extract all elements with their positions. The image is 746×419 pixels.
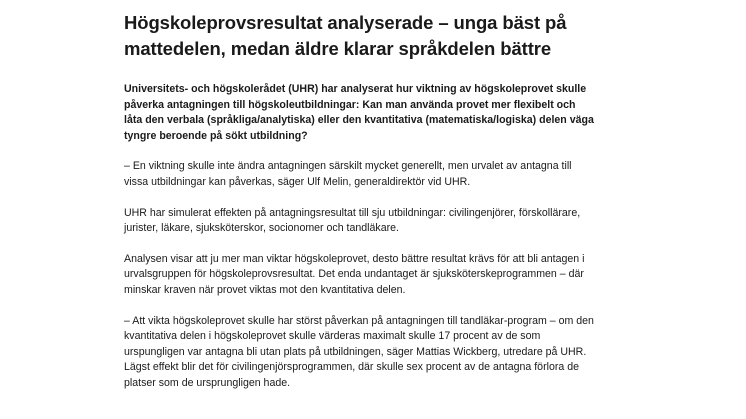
article-title: Högskoleprovsresultat analyserade – unga bäst på mattedelen, medan äldre klarar språkdelen bättre	[124, 12, 567, 59]
document-body	[124, 10, 594, 392]
article-paragraph: Analysen visar att ju mer man viktar högskoleprovet, desto bättre resultat krävs för att bli antagen i urvalsgruppen för högskoleprovsresultat. Det enda undantaget är sjuksköterskeprogrammen – där minskar kraven när provet viktas mot den kvantitativa delen.	[124, 252, 585, 296]
article-paragraph: – En viktning skulle inte ändra antagningen särskilt mycket generellt, men urvalet av antagna till vissa utbildningar kan påverkas, säger Ulf Melin, generaldirektör vid UHR.	[124, 160, 572, 188]
article-paragraph: – Att vikta högskoleprovet skulle har störst påverkan på antagningen till tandläkar-program – om den kvantitativa delen i högskoleprovet skulle värderas maximalt skulle 17 procent av de som urspungligen var antagna bli utan plats på utbildningen, säger Mattias Wickberg, utredare på UHR. Lägst effekt blir det för civilingenjörsprogrammen, där skulle sex procent av de antagna förlora de platser som de ursprungligen hade.	[124, 314, 594, 389]
article-paragraph: UHR har simulerat effekten på antagningsresultat till sju utbildningar: civilingenjörer, förskollärare, jurister, läkare, sjuksköterskor, socionomer och tandläkare.	[124, 206, 581, 235]
article-lead: Universitets- och högskolerådet (UHR) har analyserat hur viktning av högskoleprovet skulle påverka antagningen till högskoleutbildningar: Kan man använda provet mer flexibelt och låta den verbala (språkliga/analytiska) eller den kvantitativa (matematiska/logiska) delen väga tyngre beroende på sökt utbildning?	[124, 83, 594, 142]
